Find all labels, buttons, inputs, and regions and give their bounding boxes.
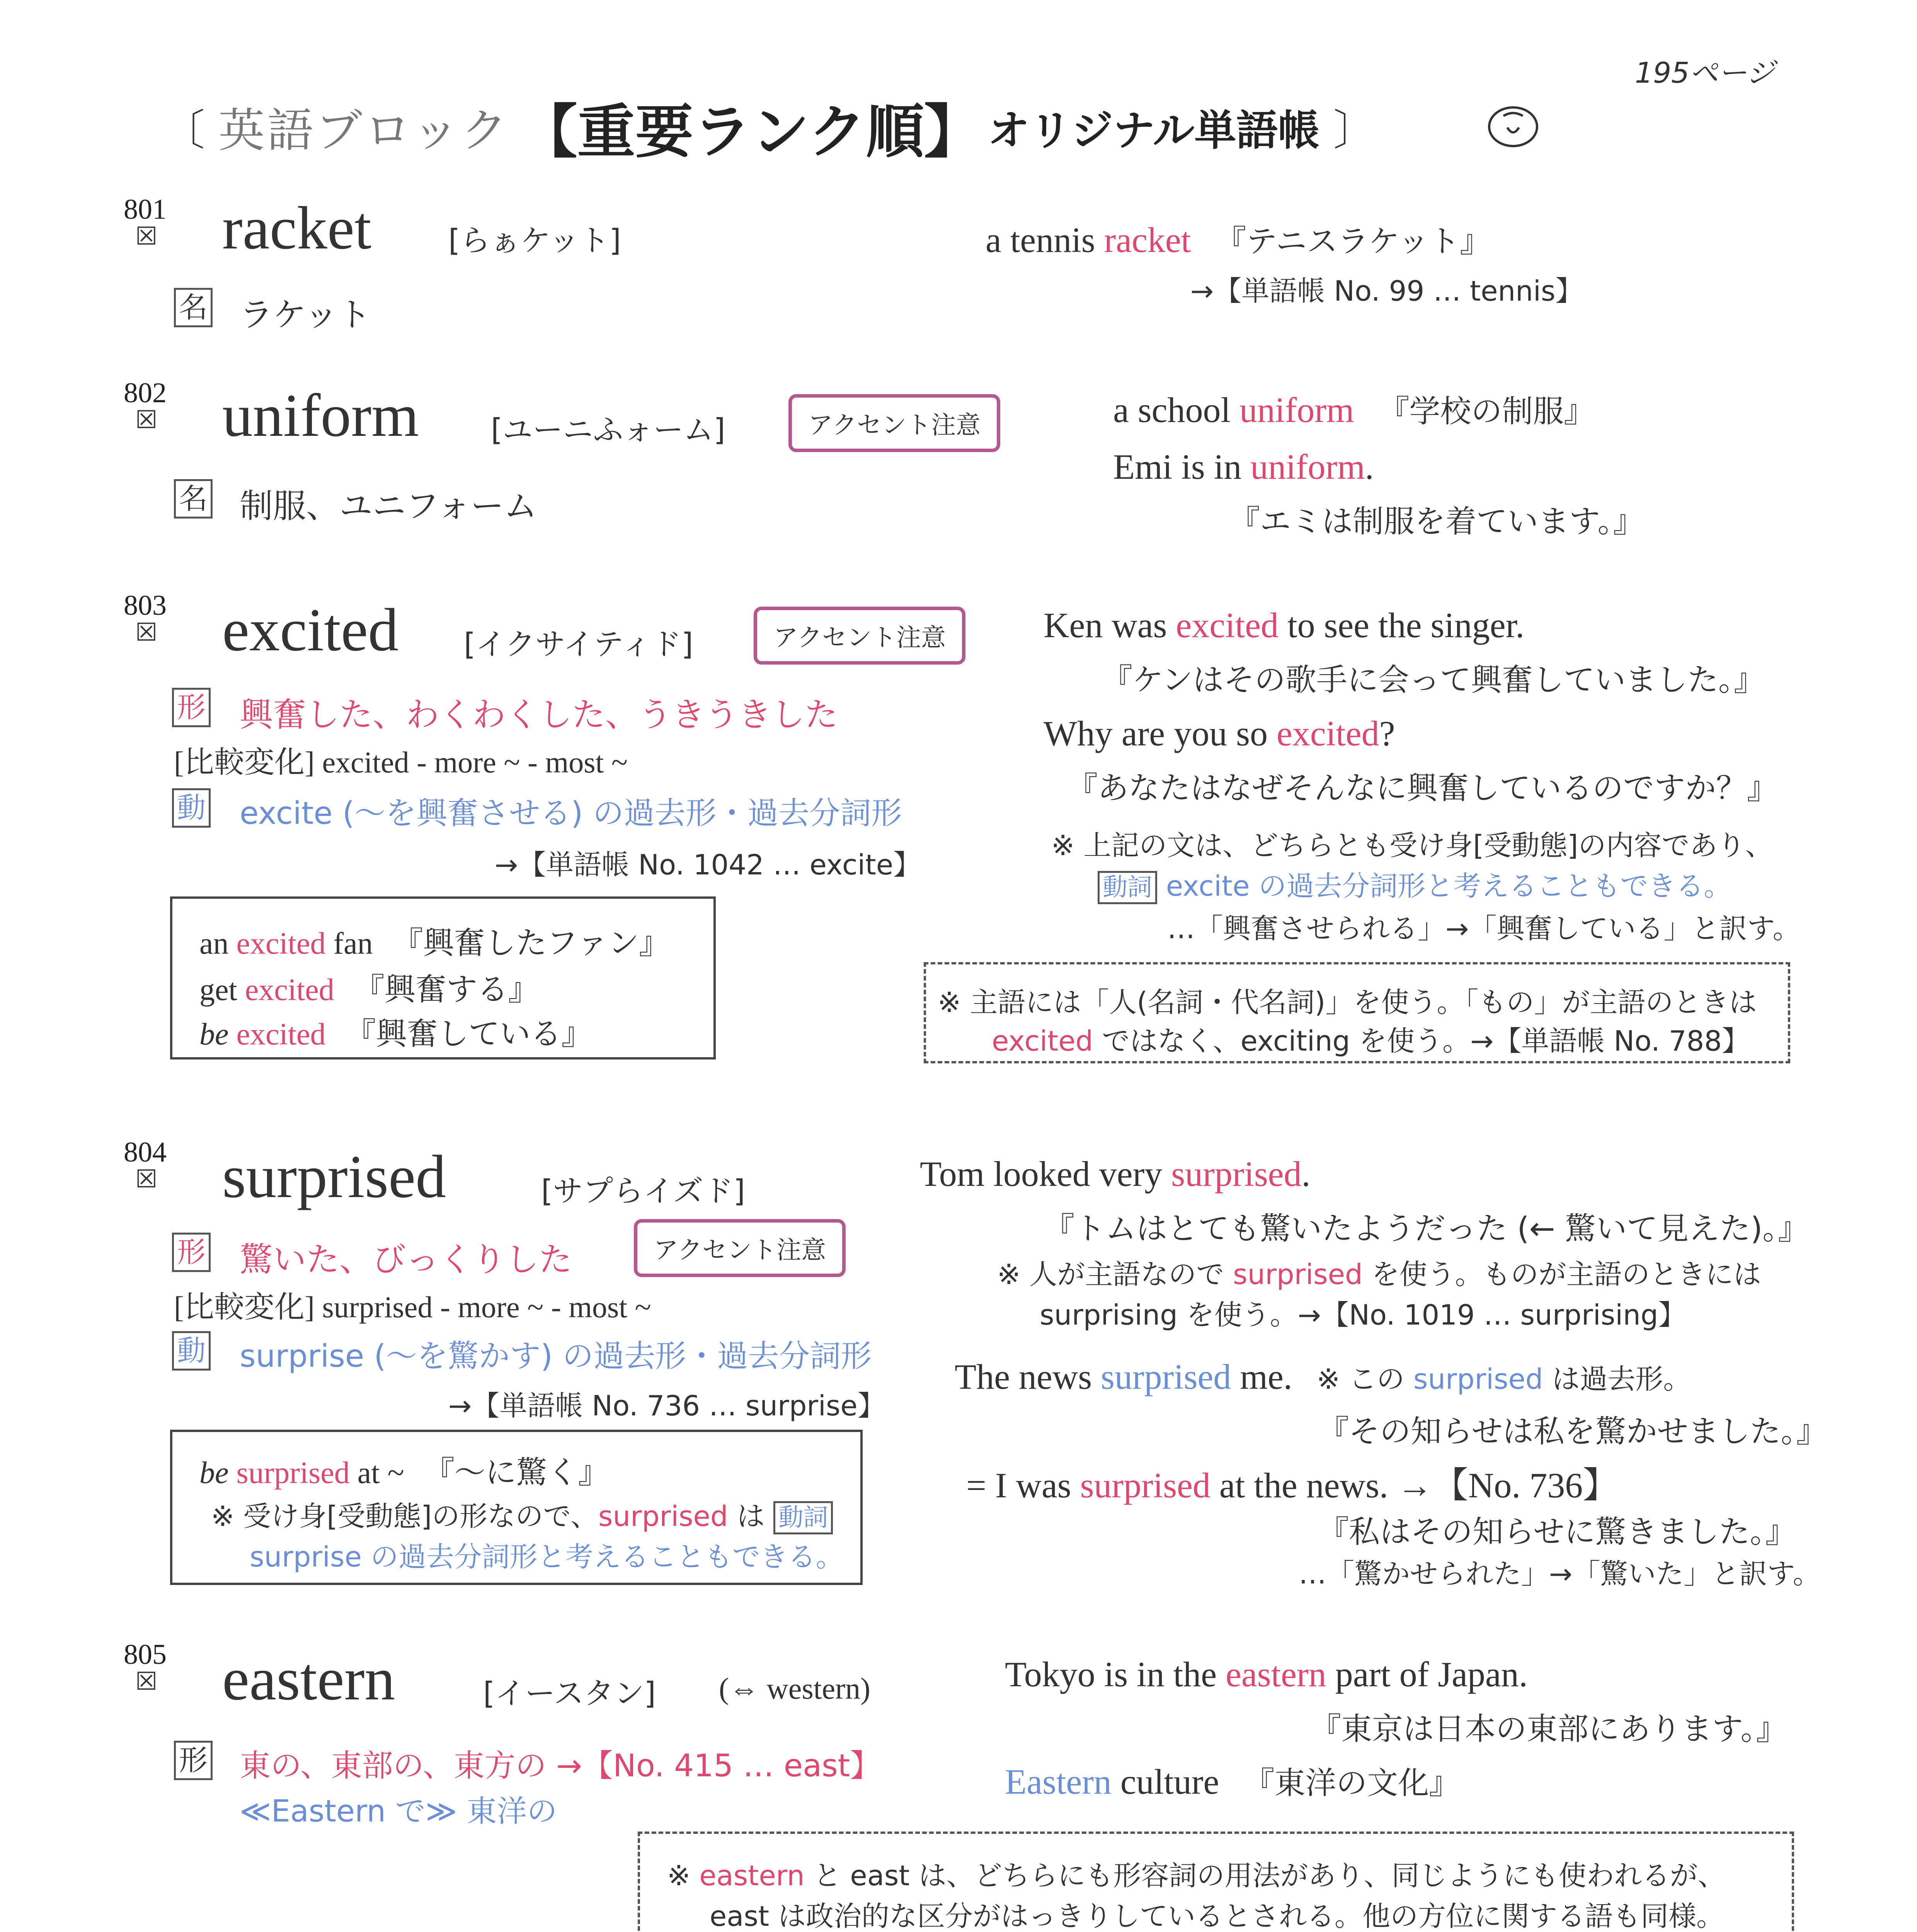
gloss: surprise (～を驚かす) の過去形・過去分詞形 bbox=[240, 1338, 872, 1374]
entry-number: 804 bbox=[124, 1136, 167, 1168]
usage-note: 動詞 excite の過去分詞形と考えることもできる。 bbox=[1098, 864, 1731, 904]
part-of-speech-badge: 動 bbox=[172, 1331, 211, 1371]
comparison-forms: [比較変化] excited - more ~ - most ~ bbox=[174, 745, 628, 779]
entry-number: 802 bbox=[124, 377, 167, 409]
pronunciation: [ユーニふォーム] bbox=[491, 413, 725, 447]
pronunciation: [らぁケット] bbox=[448, 223, 621, 258]
example-sentence: The news surprised me. ※ この surprised は過去形。 bbox=[955, 1357, 1691, 1396]
direction-usage-note-box: ※ eastern と east は、どちらにも形容詞の用法があり、同じようにも使われるが、 east は政治的な区分がはっきりしているとされる。他の方位に関する語も同様。 bbox=[638, 1832, 1794, 1932]
part-of-speech-badge: 形 bbox=[172, 688, 211, 727]
headword: eastern bbox=[222, 1645, 395, 1713]
header-bracket-close: 〕 bbox=[1333, 105, 1376, 155]
part-of-speech-badge: 形 bbox=[174, 1741, 213, 1780]
subject-usage-note-box: ※ 主語には「人(名詞・代名詞)」を使う。「もの」が主語のときは excited ではなく、exciting を使う。→【単語帳 No. 788】 bbox=[924, 962, 1790, 1063]
headword: surprised bbox=[222, 1143, 446, 1211]
gloss: 興奮した、わくわくした、うきうきした bbox=[240, 696, 838, 734]
usage-note: surprising を使う。→【No. 1019 … surprising】 bbox=[1040, 1299, 1686, 1331]
comparison-forms: [比較変化] surprised - more ~ - most ~ bbox=[174, 1290, 651, 1324]
gloss-sub: ≪Eastern で≫ 東洋の bbox=[240, 1794, 557, 1829]
collocation-box: be surprised at ~ 『～に驚く』 ※ 受け身[受動態]の形なので、surprised は 動詞 surprise の過去分詞形と考えることもできる。 bbox=[170, 1430, 863, 1585]
example-phrase: Eastern culture 『東洋の文化』 bbox=[1005, 1762, 1460, 1801]
part-of-speech-badge: 形 bbox=[172, 1233, 211, 1272]
pronunciation: [イクサイティド] bbox=[464, 627, 693, 662]
gloss: 驚いた、びっくりした bbox=[240, 1240, 572, 1279]
page-header bbox=[162, 85, 1376, 166]
gloss: 制服、ユニフォーム bbox=[240, 487, 537, 526]
part-of-speech-badge: 名 bbox=[174, 288, 213, 327]
pronunciation: [サプらイズド] bbox=[541, 1174, 746, 1209]
example-translation: 『私はその知らせに驚きました。』 bbox=[1318, 1514, 1796, 1550]
gloss: ラケット bbox=[240, 296, 371, 334]
gloss: excite (～を興奮させる) の過去形・過去分詞形 bbox=[240, 795, 902, 831]
brand-logo-text: 英語ブロック bbox=[218, 104, 510, 158]
usage-note: ※ 上記の文は、どちらとも受け身[受動態]の内容であり、 bbox=[1051, 829, 1773, 862]
accent-warning-badge: アクセント注意 bbox=[754, 607, 965, 665]
header-bracket-open: 〔 bbox=[162, 105, 205, 155]
example-phrase: a tennis racket 『テニスラケット』 bbox=[986, 220, 1491, 260]
accent-warning-badge: アクセント注意 bbox=[788, 394, 1000, 452]
usage-note: ※ 人が主語なので surprised を使う。ものが主語のときには bbox=[997, 1258, 1761, 1291]
part-of-speech-badge: 名 bbox=[174, 479, 213, 519]
entry-number: 805 bbox=[124, 1639, 167, 1670]
checkbox-icon[interactable]: ☒ bbox=[135, 1165, 158, 1194]
header-subtitle: オリジナル単語帳 bbox=[987, 106, 1320, 155]
accent-warning-badge: アクセント注意 bbox=[634, 1219, 846, 1277]
entry-number: 803 bbox=[124, 590, 167, 621]
example-translation: 『東京は日本の東部にあります。』 bbox=[1310, 1711, 1787, 1747]
example-translation: 『ケンはその歌手に会って興奮していました。』 bbox=[1102, 662, 1765, 698]
checkbox-icon[interactable]: ☒ bbox=[135, 222, 158, 251]
headword: uniform bbox=[222, 382, 419, 449]
usage-note: …「驚かせられた」→「驚いた」と訳す。 bbox=[1299, 1558, 1821, 1590]
cross-reference: →【単語帳 No. 736 … surprise】 bbox=[448, 1389, 885, 1422]
example-sentence: Ken was excited to see the singer. bbox=[1044, 605, 1525, 645]
checkbox-icon[interactable]: ☒ bbox=[135, 406, 158, 434]
gloss: 東の、東部の、東方の →【No. 415 … east】 bbox=[240, 1748, 881, 1784]
checkbox-icon[interactable]: ☒ bbox=[135, 618, 158, 647]
antonym: (⇔ western) bbox=[719, 1672, 871, 1705]
example-sentence: Why are you so excited? bbox=[1044, 714, 1395, 753]
headword: excited bbox=[222, 596, 399, 664]
example-translation: 『トムはとても驚いたようだった (← 驚いて見えた)。』 bbox=[1044, 1211, 1809, 1247]
example-sentence: Emi is in uniform. bbox=[1113, 447, 1374, 486]
example-sentence: = I was surprised at the news. →【No. 736】 bbox=[966, 1466, 1619, 1505]
example-translation: 『その知らせは私を驚かせました。』 bbox=[1318, 1413, 1827, 1449]
example-phrase: a school uniform 『学校の制服』 bbox=[1113, 390, 1595, 430]
checkbox-icon[interactable]: ☒ bbox=[135, 1667, 158, 1696]
header-rank-title: 【重要ランク順】 bbox=[519, 99, 982, 166]
example-sentence: Tokyo is in the eastern part of Japan. bbox=[1005, 1655, 1528, 1694]
headword: racket bbox=[222, 194, 371, 262]
usage-note: …「興奮させられる」→「興奮している」と訳す。 bbox=[1167, 912, 1801, 945]
example-translation: 『あなたはなぜそんなに興奮しているのですか？』 bbox=[1067, 770, 1778, 806]
page-number: 195ページ bbox=[1635, 56, 1775, 90]
example-sentence: Tom looked very surprised. bbox=[920, 1154, 1311, 1194]
part-of-speech-badge: 動 bbox=[172, 788, 211, 828]
entry-number: 801 bbox=[124, 194, 167, 225]
example-translation: 『エミは制服を着ています。』 bbox=[1229, 503, 1644, 539]
mascot-icon bbox=[1484, 100, 1542, 152]
cross-reference: →【単語帳 No. 99 … tennis】 bbox=[1190, 275, 1583, 307]
cross-reference: →【単語帳 No. 1042 … excite】 bbox=[495, 849, 921, 881]
pronunciation: [イースタン] bbox=[483, 1676, 656, 1711]
collocation-box: an excited fan 『興奮したファン』 get excited 『興奮する』 be excited 『興奮している』 bbox=[170, 896, 716, 1060]
